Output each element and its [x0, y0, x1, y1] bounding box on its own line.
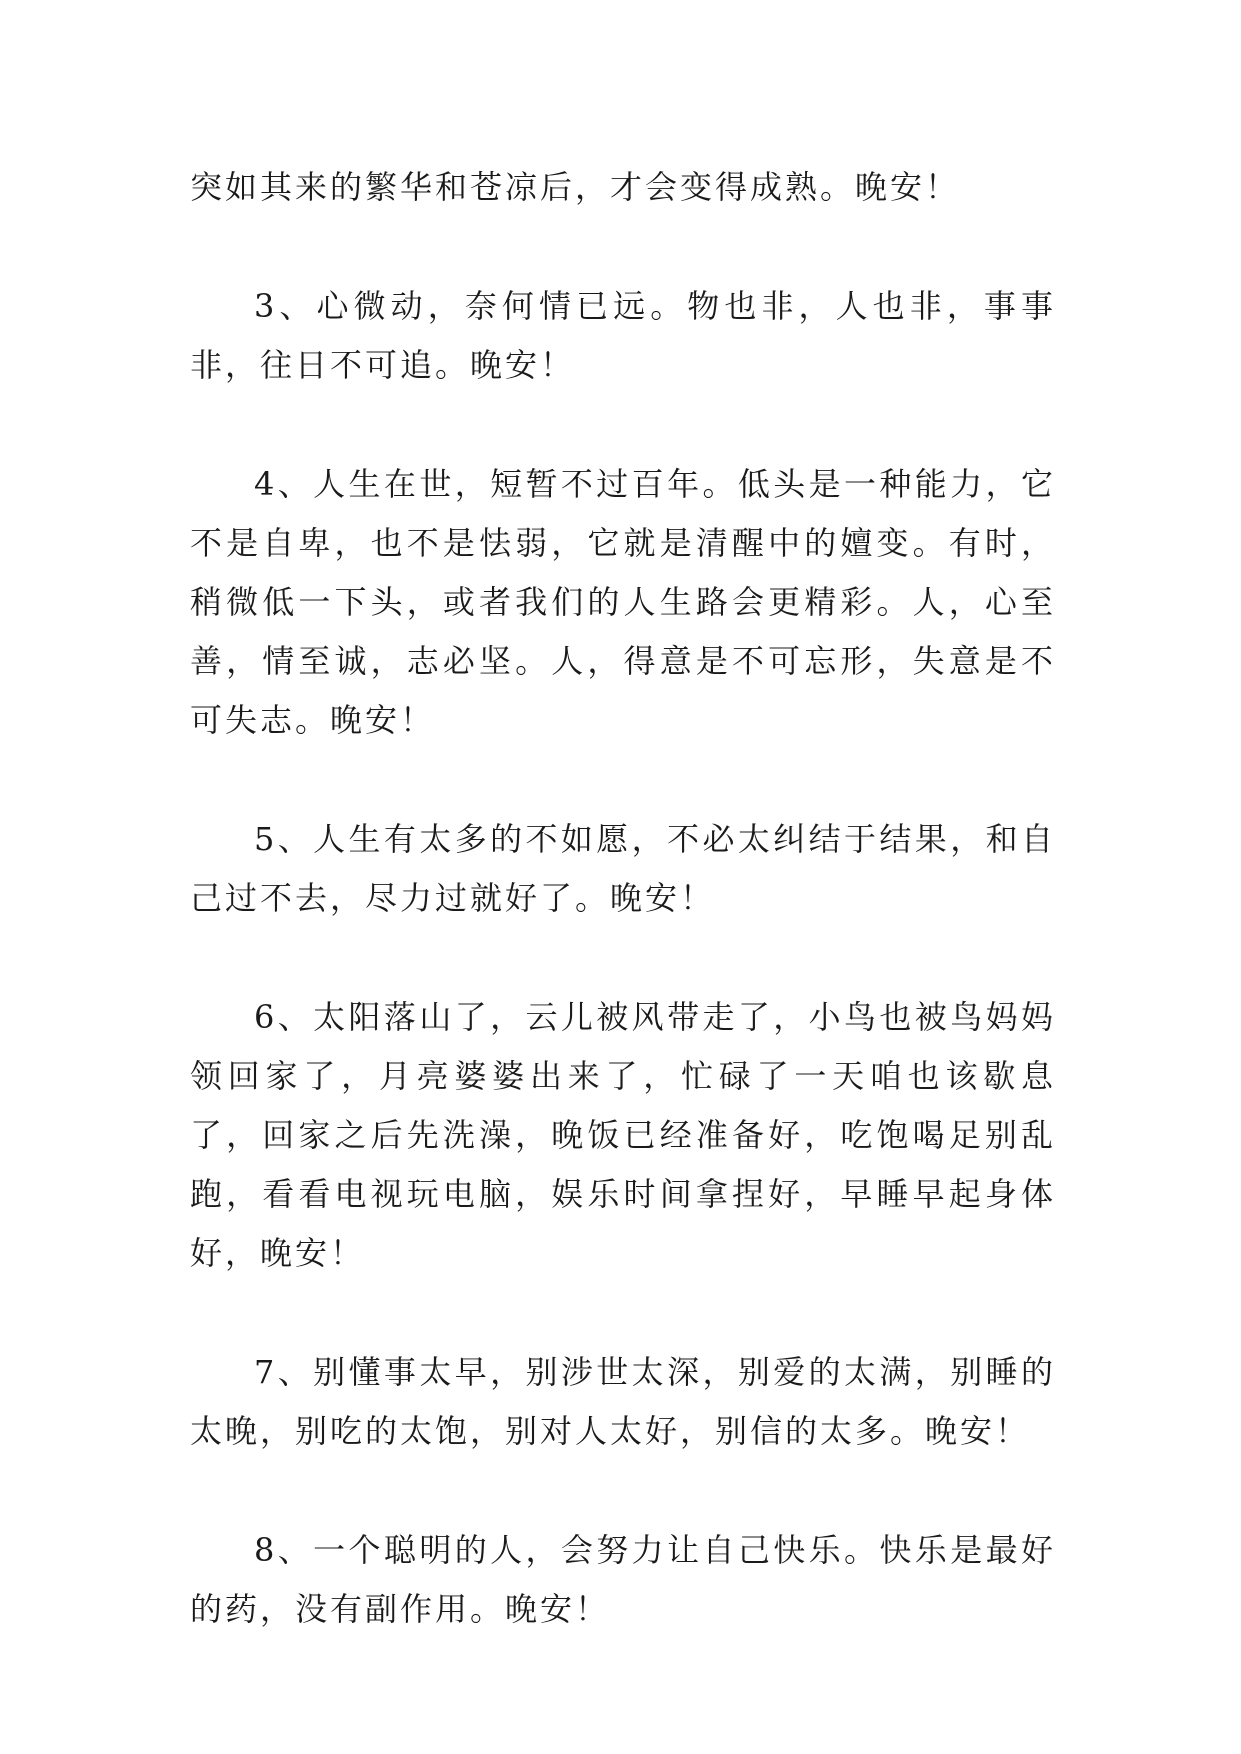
paragraph-8: 8、一个聪明的人，会努力让自己快乐。快乐是最好的药，没有副作用。晚安！: [190, 1531, 1056, 1628]
paragraph-4: 4、人生在世，短暂不过百年。低头是一种能力，它不是自卑，也不是怯弱，它就是清醒中的嬗变。有时，稍微低一下头，或者我们的人生路会更精彩。人，心至善，情至诚，志必坚。人，得意是不可忘形，失意是不可失志。晚安！: [190, 465, 1056, 739]
document-body: [190, 158, 1056, 1699]
paragraph-7: 7、别懂事太早，别涉世太深，别爱的太满，别睡的太晚，别吃的太饱，别对人太好，别信的太多。晚安！: [190, 1353, 1056, 1450]
paragraph-continued: 突如其来的繁华和苍凉后，才会变得成熟。晚安！: [190, 168, 961, 206]
paragraph-6: 6、太阳落山了，云儿被风带走了，小鸟也被鸟妈妈领回家了，月亮婆婆出来了，忙碌了一天咱也该歇息了，回家之后先洗澡，晚饭已经准备好，吃饱喝足别乱跑，看看电视玩电脑，娱乐时间拿捏好，早睡早起身体好，晚安！: [190, 998, 1056, 1272]
paragraph-3: 3、心微动，奈何情已远。物也非，人也非，事事非，往日不可追。晚安！: [190, 287, 1056, 384]
paragraph-5: 5、人生有太多的不如愿，不必太纠结于结果，和自己过不去，尽力过就好了。晚安！: [190, 820, 1056, 917]
